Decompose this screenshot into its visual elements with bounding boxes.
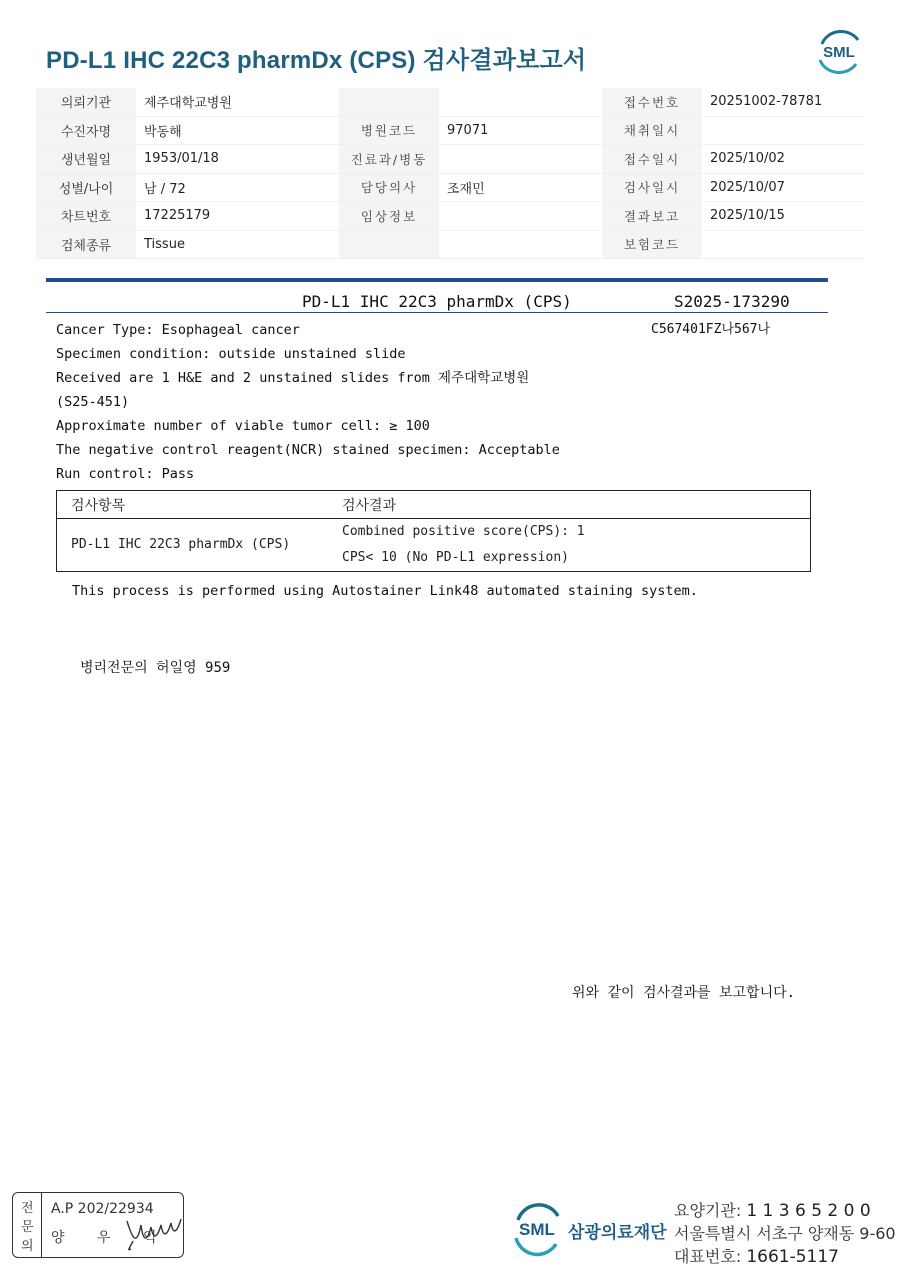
stamp-name: 양 우 익 bbox=[51, 1230, 171, 1246]
footer-phone-value: 1661-5117 bbox=[746, 1247, 839, 1267]
closing-statement: 위와 같이 검사결과를 보고합니다. bbox=[572, 985, 796, 1001]
info-label bbox=[339, 88, 439, 116]
stamp-side-char: 의 bbox=[21, 1239, 34, 1254]
info-value bbox=[439, 145, 602, 174]
pathologist-signature: 병리전문의 허일영 959 bbox=[80, 660, 231, 676]
info-label: 병원코드 bbox=[339, 116, 439, 145]
info-value: 97071 bbox=[439, 116, 602, 145]
page-title: PD-L1 IHC 22C3 pharmDx (CPS) 검사결과보고서 bbox=[46, 47, 587, 74]
info-label: 접수일시 bbox=[602, 145, 702, 174]
test-item: PD-L1 IHC 22C3 pharmDx (CPS) bbox=[71, 537, 291, 552]
info-row bbox=[36, 202, 864, 231]
specialist-stamp bbox=[12, 1192, 184, 1258]
info-label bbox=[339, 230, 439, 259]
info-label: 임상정보 bbox=[339, 202, 439, 231]
test-result-score: Combined positive score(CPS): 1 bbox=[342, 524, 585, 539]
finding-line: Cancer Type: Esophageal cancer bbox=[56, 322, 300, 338]
info-value: 조재민 bbox=[439, 173, 602, 202]
footer-phone bbox=[674, 1244, 839, 1267]
finding-line: Approximate number of viable tumor cell: ≥ 100 bbox=[56, 418, 430, 434]
info-label: 담당의사 bbox=[339, 173, 439, 202]
info-label: 접수번호 bbox=[602, 88, 702, 116]
info-label: 채취일시 bbox=[602, 116, 702, 145]
finding-line: Specimen condition: outside unstained slide bbox=[56, 346, 406, 362]
report-subcode: C567401FZ나567나 bbox=[651, 322, 771, 337]
finding-line: (S25-451) bbox=[56, 394, 130, 410]
result-table bbox=[56, 490, 811, 572]
info-label: 차트번호 bbox=[36, 202, 136, 231]
info-value: Tissue bbox=[136, 230, 339, 259]
patient-info-table bbox=[36, 88, 864, 259]
footer-institution-code bbox=[674, 1198, 871, 1221]
signature-icon bbox=[123, 1211, 185, 1253]
info-value: 2025/10/15 bbox=[702, 202, 864, 231]
footer-phone-label: 대표번호: bbox=[674, 1247, 742, 1266]
info-label: 성별/나이 bbox=[36, 173, 136, 202]
info-value bbox=[439, 230, 602, 259]
info-label: 보험코드 bbox=[602, 230, 702, 259]
info-row bbox=[36, 88, 864, 116]
col-test-result: 검사결과 bbox=[342, 498, 397, 514]
info-value: 20251002-78781 bbox=[702, 88, 864, 116]
test-result-interpretation: CPS< 10 (No PD-L1 expression) bbox=[342, 550, 569, 565]
stamp-side-char: 전 bbox=[21, 1201, 34, 1216]
info-value bbox=[439, 88, 602, 116]
info-row bbox=[36, 116, 864, 145]
foundation-name: 삼광의료재단 bbox=[568, 1223, 667, 1243]
svg-text:SML: SML bbox=[519, 1220, 555, 1239]
section-divider bbox=[46, 278, 828, 282]
stamp-side-char: 문 bbox=[21, 1220, 34, 1235]
info-label: 의뢰기관 bbox=[36, 88, 136, 116]
stamp-license: A.P 202/22934 bbox=[51, 1201, 154, 1217]
finding-line: The negative control reagent(NCR) stained specimen: Acceptable bbox=[56, 442, 560, 458]
col-test-item: 검사항목 bbox=[71, 498, 126, 514]
info-value: 1953/01/18 bbox=[136, 145, 339, 174]
info-label: 검사일시 bbox=[602, 173, 702, 202]
info-row bbox=[36, 173, 864, 202]
footer-address: 서울특별시 서초구 양재동 9-60 bbox=[674, 1224, 896, 1243]
footer-code-label: 요양기관: bbox=[674, 1201, 742, 1220]
info-row bbox=[36, 230, 864, 259]
info-label: 진료과/병동 bbox=[339, 145, 439, 174]
info-value bbox=[702, 116, 864, 145]
footer-code-value: 1 1 3 6 5 2 0 0 bbox=[746, 1201, 871, 1221]
process-note: This process is performed using Autostainer Link48 automated staining system. bbox=[72, 583, 698, 599]
report-findings bbox=[56, 318, 560, 486]
sml-logo-icon bbox=[814, 28, 864, 74]
finding-line: Run control: Pass bbox=[56, 466, 195, 482]
info-label: 결과보고 bbox=[602, 202, 702, 231]
svg-text:SML: SML bbox=[823, 44, 855, 61]
info-value bbox=[439, 202, 602, 231]
info-value bbox=[702, 230, 864, 259]
info-label: 수진자명 bbox=[36, 116, 136, 145]
report-code: S2025-173290 bbox=[674, 292, 790, 311]
report-test-title: PD-L1 IHC 22C3 pharmDx (CPS) bbox=[302, 292, 572, 311]
info-value: 17225179 bbox=[136, 202, 339, 231]
foundation-logo-icon bbox=[510, 1200, 564, 1258]
result-table-header bbox=[57, 491, 810, 519]
info-value: 제주대학교병원 bbox=[136, 88, 339, 116]
info-value: 2025/10/07 bbox=[702, 173, 864, 202]
finding-line: Received are 1 H&E and 2 unstained slides from 제주대학교병원 bbox=[56, 370, 530, 386]
info-value: 남 / 72 bbox=[136, 173, 339, 202]
info-label: 검체종류 bbox=[36, 230, 136, 259]
info-row bbox=[36, 145, 864, 174]
info-label: 생년월일 bbox=[36, 145, 136, 174]
info-value: 박동해 bbox=[136, 116, 339, 145]
info-value: 2025/10/02 bbox=[702, 145, 864, 174]
stamp-side bbox=[13, 1193, 42, 1257]
